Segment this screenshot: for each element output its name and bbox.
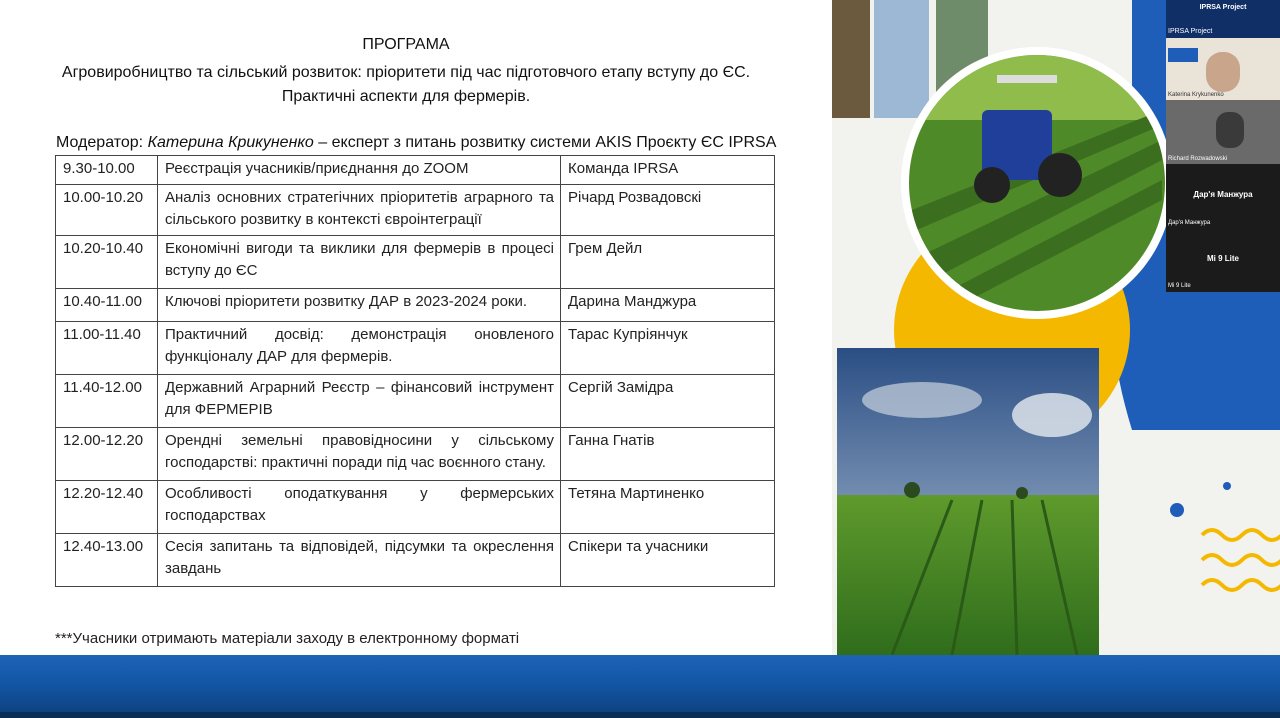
participant-label: IPRSA Project xyxy=(1168,28,1213,35)
agenda-topic-cell: Державний Аграрний Реєстр – фінансовий інструмент для ФЕРМЕРІВ xyxy=(158,375,561,428)
table-row xyxy=(56,289,775,322)
moderator-description: – експерт з питань розвитку системи AKIS Проєкту ЄС IPRSA xyxy=(318,134,777,151)
eu4small-logo xyxy=(1168,48,1198,62)
agenda-speaker-cell: Спікери та учасники xyxy=(561,534,775,587)
agenda-time-cell: 11.00-11.40 xyxy=(56,322,158,375)
table-row xyxy=(56,185,775,236)
table-row xyxy=(56,481,775,534)
page-title: ПРОГРАМА xyxy=(362,36,450,53)
participant-video[interactable] xyxy=(1166,38,1280,100)
agenda-speaker-cell: Тарас Купріянчук xyxy=(561,322,775,375)
agenda-topic-cell: Сесія запитань та відповідей, підсумки та окреслення завдань xyxy=(158,534,561,587)
avatar xyxy=(1206,52,1240,92)
agenda-time-cell: 10.00-10.20 xyxy=(56,185,158,236)
agenda-time-cell: 10.40-11.00 xyxy=(56,289,158,322)
table-row xyxy=(56,428,775,481)
participants-panel xyxy=(1166,0,1280,292)
participant-name: IPRSA Project xyxy=(1199,4,1247,11)
page-subtitle: Агровиробництво та сільський розвиток: пріоритети під час підготовчого етапу вступу до ЄС. Практичні аспекти для фермерів. xyxy=(61,64,751,105)
agenda-time-cell: 9.30-10.00 xyxy=(56,156,158,185)
participant-video[interactable] xyxy=(1166,100,1280,164)
participant-name[interactable]: Mi 9 Lite xyxy=(1206,254,1239,263)
bottom-strip xyxy=(0,712,1280,718)
participant-label: Дар'я Манжура xyxy=(1168,220,1211,226)
agenda-speaker-cell: Сергій Замідра xyxy=(561,375,775,428)
agenda-topic-cell: Ключові пріоритети розвитку ДАР в 2023-2024 роки. xyxy=(158,289,561,322)
agenda-time-cell: 12.40-13.00 xyxy=(56,534,158,587)
table-row xyxy=(56,534,775,587)
agenda-time-cell: 10.20-10.40 xyxy=(56,236,158,289)
agenda-table xyxy=(55,155,775,587)
agenda-topic-cell: Аналіз основних стратегічних пріоритетів аграрного та сільського розвитку в контексті євроінтеграції xyxy=(158,185,561,236)
agenda-topic-cell: Реєстрація учасників/приєднання до ZOOM xyxy=(158,156,561,185)
agenda-speaker-cell: Дарина Манджура xyxy=(561,289,775,322)
table-row xyxy=(56,375,775,428)
moderator-label: Модератор: xyxy=(56,134,144,151)
participant-label: Richard Rozwadowski xyxy=(1168,156,1228,162)
agenda-time-cell: 12.00-12.20 xyxy=(56,428,158,481)
avatar xyxy=(1216,112,1244,148)
bottom-banner xyxy=(0,655,1280,718)
table-row xyxy=(56,156,775,185)
participant-label: Katerina Krykunenko xyxy=(1168,92,1224,98)
agenda-topic-cell: Орендні земельні правовідносини у сільському господарстві: практичні поради під час воєнного стану. xyxy=(158,428,561,481)
agenda-topic-cell: Особливості оподаткування у фермерських господарствах xyxy=(158,481,561,534)
agenda-speaker-cell: Грем Дейл xyxy=(561,236,775,289)
table-row xyxy=(56,236,775,289)
agenda-speaker-cell: Ганна Гнатів xyxy=(561,428,775,481)
agenda-topic-cell: Економічні вигоди та виклики для фермерів в процесі вступу до ЄС xyxy=(158,236,561,289)
agenda-topic-cell: Практичний досвід: демонстрація оновленого функціоналу ДАР для фермерів. xyxy=(158,322,561,375)
moderator-line xyxy=(56,134,776,152)
agenda-speaker-cell: Річард Розвадовскі xyxy=(561,185,775,236)
agenda-time-cell: 11.40-12.00 xyxy=(56,375,158,428)
footnote: ***Учасники отримають матеріали заходу в електронному форматі xyxy=(55,630,520,647)
participant-label: Mi 9 Lite xyxy=(1168,283,1191,289)
moderator-name: Катерина Крикуненко xyxy=(147,134,314,151)
agenda-time-cell: 12.20-12.40 xyxy=(56,481,158,534)
table-row xyxy=(56,322,775,375)
agenda-speaker-cell: Тетяна Мартиненко xyxy=(561,481,775,534)
agenda-speaker-cell: Команда IPRSA xyxy=(561,156,775,185)
participant-name[interactable]: Дар'я Манжура xyxy=(1193,190,1253,199)
